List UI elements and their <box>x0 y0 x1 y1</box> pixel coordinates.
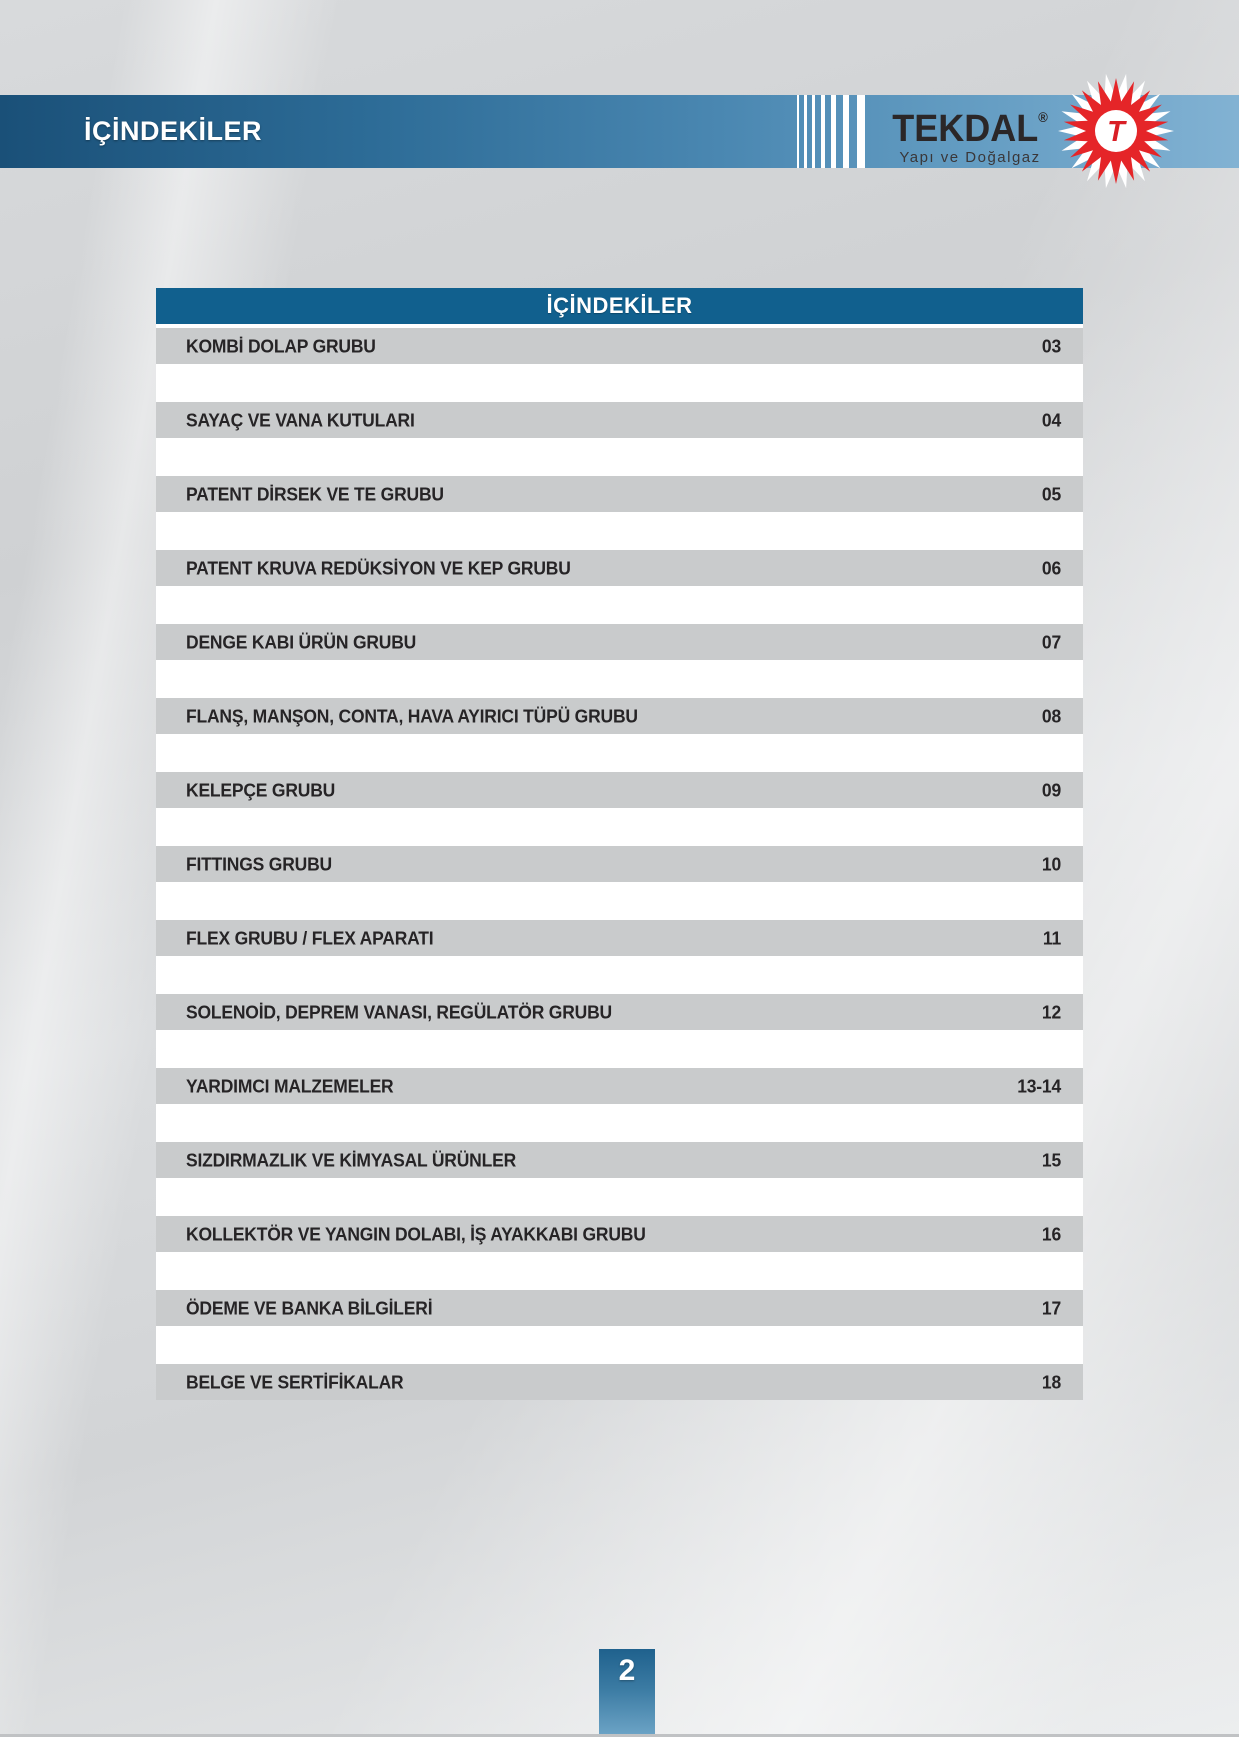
brand-logo <box>884 98 1056 166</box>
toc-row <box>156 1068 1083 1104</box>
toc-item-page: 05 <box>1041 482 1061 505</box>
toc-table <box>156 288 1083 1400</box>
brand-tagline: Yapı ve Doğalgaz <box>899 149 1041 166</box>
toc-item-page: 09 <box>1041 778 1061 801</box>
toc-item-page: 08 <box>1041 704 1061 727</box>
toc-item-label: BELGE VE SERTİFİKALAR <box>186 1370 404 1393</box>
toc-header: İÇİNDEKİLER <box>156 288 1083 324</box>
toc-item-label: FLEX GRUBU / FLEX APARATI <box>186 926 434 949</box>
t-monogram: T <box>1107 116 1125 148</box>
toc-row <box>156 846 1083 882</box>
toc-row <box>156 698 1083 734</box>
toc-row <box>156 920 1083 956</box>
toc-row <box>156 1216 1083 1252</box>
toc-item-label: YARDIMCI MALZEMELER <box>186 1074 394 1097</box>
toc-item-label: SAYAÇ VE VANA KUTULARI <box>186 408 415 431</box>
toc-item-label: PATENT DİRSEK VE TE GRUBU <box>186 482 444 505</box>
toc-item-page: 15 <box>1041 1148 1061 1171</box>
toc-row <box>156 1290 1083 1326</box>
toc-item-page: 03 <box>1041 334 1061 357</box>
deco-stripes-icon <box>797 95 865 168</box>
toc-row <box>156 772 1083 808</box>
toc-item-page: 13-14 <box>1017 1074 1061 1097</box>
toc-row <box>156 994 1083 1030</box>
toc-row <box>156 550 1083 586</box>
toc-row <box>156 1142 1083 1178</box>
toc-item-page: 04 <box>1041 408 1061 431</box>
brand-wordmark: TEKDAL® <box>892 106 1048 150</box>
toc-item-label: SIZDIRMAZLIK VE KİMYASAL ÜRÜNLER <box>186 1148 517 1171</box>
toc-item-page: 07 <box>1041 630 1061 653</box>
toc-item-label: KOLLEKTÖR VE YANGIN DOLABI, İŞ AYAKKABI GRUBU <box>186 1222 646 1245</box>
toc-row <box>156 624 1083 660</box>
toc-item-page: 11 <box>1042 926 1061 949</box>
page-title: İÇİNDEKİLER <box>84 116 263 146</box>
toc-item-label: ÖDEME VE BANKA BİLGİLERİ <box>186 1296 433 1319</box>
registered-mark: ® <box>1038 109 1048 126</box>
toc-row <box>156 1364 1083 1400</box>
header-band <box>0 95 1239 168</box>
toc-item-page: 12 <box>1041 1000 1061 1023</box>
toc-item-label: KOMBİ DOLAP GRUBU <box>186 334 376 357</box>
toc-item-label: DENGE KABI ÜRÜN GRUBU <box>186 630 417 653</box>
toc-row <box>156 328 1083 364</box>
tekdal-starburst-icon <box>1056 71 1176 191</box>
toc-item-label: FITTINGS GRUBU <box>186 852 332 875</box>
toc-row <box>156 402 1083 438</box>
toc-item-page: 06 <box>1041 556 1061 579</box>
toc-item-label: FLANŞ, MANŞON, CONTA, HAVA AYIRICI TÜPÜ GRUBU <box>186 704 638 727</box>
page-number-box <box>599 1649 655 1737</box>
toc-item-label: KELEPÇE GRUBU <box>186 778 336 801</box>
toc-row <box>156 476 1083 512</box>
page-number: 2 <box>618 1654 636 1687</box>
toc-item-label: SOLENOİD, DEPREM VANASI, REGÜLATÖR GRUBU <box>186 1000 612 1023</box>
toc-item-page: 16 <box>1041 1222 1061 1245</box>
toc-item-label: PATENT KRUVA REDÜKSİYON VE KEP GRUBU <box>186 556 571 579</box>
toc-item-page: 17 <box>1041 1296 1061 1319</box>
toc-item-page: 18 <box>1041 1370 1061 1393</box>
toc-item-page: 10 <box>1041 852 1061 875</box>
